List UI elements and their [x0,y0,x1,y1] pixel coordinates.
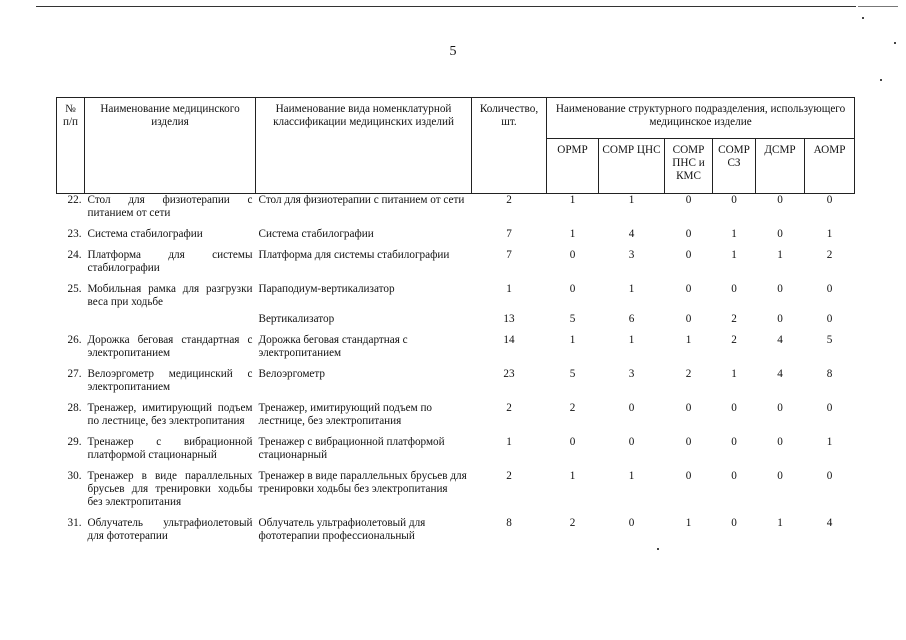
unit-count: 0 [569,249,576,261]
scan-speck [862,17,864,19]
classification-name: Вертикализатор [258,313,335,325]
unit-count: 1 [777,517,783,529]
quantity: 2 [506,402,512,414]
header-unit: ОРМР [547,139,599,194]
header-unit: СОМР СЗ [713,139,756,194]
unit-count: 0 [777,313,783,325]
unit-count: 2 [569,402,576,414]
unit-count: 2 [685,368,692,380]
unit-count: 3 [628,249,635,261]
unit-count: 6 [628,313,635,325]
row-number: 27. [67,368,82,380]
classification-name: Дорожка беговая стандартная с электропитанием [258,334,408,359]
row-number: 22. [67,194,82,206]
device-name: Платформа для системы стабилографии [87,249,253,274]
quantity: 1 [506,436,512,448]
unit-count: 1 [731,249,737,261]
unit-count: 0 [685,470,692,482]
classification-name: Облучатель ультрафиолетовый для фототерапии профессиональный [258,517,426,542]
unit-count: 0 [628,402,635,414]
unit-count: 1 [685,334,692,346]
device-name [85,313,256,334]
unit-count: 0 [731,194,737,206]
unit-count: 0 [685,402,692,414]
unit-count: 0 [628,517,635,529]
table-row [57,470,855,517]
unit-count: 4 [628,228,635,240]
classification-name: Тренажер, имитирующий подъем по лестнице, без электропитания [258,402,433,427]
unit-count: 1 [731,228,737,240]
device-name: Облучатель ультрафиолетовый для фототерапии [87,517,253,542]
unit-count: 0 [826,402,833,414]
unit-count: 1 [569,334,576,346]
unit-count: 5 [569,368,576,380]
unit-count: 2 [731,334,737,346]
unit-count: 0 [826,313,833,325]
unit-count: 1 [777,249,783,261]
quantity: 2 [506,470,512,482]
unit-count: 5 [826,334,833,346]
unit-count: 1 [628,283,635,295]
header-device-name: Наименование медицинского изделия [85,98,256,194]
row-number: 28. [67,402,82,414]
header-quantity: Количество, шт. [472,98,547,194]
table-row [57,334,855,368]
unit-count: 0 [777,194,783,206]
header-unit: АОМР [805,139,855,194]
header-unit: СОМР ЦНС [599,139,665,194]
table-row [57,436,855,470]
unit-count: 5 [569,313,576,325]
unit-count: 4 [777,334,783,346]
unit-count: 3 [628,368,635,380]
table-row [57,283,855,313]
header-units-group: Наименование структурного подразделения, использующего медицинское изделие [547,98,855,139]
unit-count: 0 [731,402,737,414]
device-name: Велоэргометр медицинский с электропитанием [87,368,253,393]
row-number: 30. [67,470,82,482]
top-rule [36,6,856,7]
unit-count: 0 [685,313,692,325]
unit-count: 0 [731,517,737,529]
unit-count: 0 [685,436,692,448]
classification-name: Система стабилографии [258,228,374,240]
unit-count: 0 [826,283,833,295]
unit-count: 0 [685,283,692,295]
device-name: Тренажер в виде параллельных брусьев для тренировки ходьбы без электропитания [87,470,253,508]
quantity: 13 [503,313,515,325]
unit-count: 1 [569,228,576,240]
unit-count: 1 [628,470,635,482]
unit-count: 0 [685,228,692,240]
unit-count: 0 [685,249,692,261]
header-unit: СОМР ПНС и КМС [665,139,713,194]
row-number: 24. [67,249,82,261]
unit-count: 1 [826,436,833,448]
unit-count: 1 [826,228,833,240]
unit-count: 1 [569,470,576,482]
device-name: Мобильная рамка для разгрузки веса при ходьбе [87,283,253,308]
table-row [57,194,855,229]
unit-count: 0 [628,436,635,448]
unit-count: 0 [777,228,783,240]
unit-count: 2 [731,313,737,325]
table-row [57,228,855,249]
header-classification: Наименование вида номенклатурной классификации медицинских изделий [256,98,472,194]
unit-count: 1 [569,194,576,206]
classification-name: Платформа для системы стабилографии [258,249,450,261]
unit-count: 0 [731,470,737,482]
top-rule-right [858,6,898,7]
unit-count: 2 [569,517,576,529]
quantity: 7 [506,228,512,240]
row-number: 31. [67,517,82,529]
classification-name: Стол для физиотерапии с питанием от сети [258,194,465,206]
quantity: 7 [506,249,512,261]
table-row [57,249,855,283]
equipment-table [56,97,855,543]
unit-count: 0 [777,283,783,295]
unit-count: 0 [731,283,737,295]
unit-count: 8 [826,368,833,380]
header-num: № п/п [57,98,85,194]
table-row [57,517,855,543]
row-number [57,313,85,334]
classification-name: Велоэргометр [258,368,325,380]
table-row [57,368,855,402]
row-number: 25. [67,283,82,295]
unit-count: 0 [777,436,783,448]
unit-count: 1 [685,517,692,529]
unit-count: 0 [731,436,737,448]
unit-count: 0 [826,470,833,482]
table-body [57,194,855,544]
row-number: 26. [67,334,82,346]
header-row [57,98,855,139]
table-row [57,402,855,436]
device-name: Стол для физиотерапии с питанием от сети [87,194,253,219]
scan-speck [880,79,882,81]
unit-count: 0 [777,402,783,414]
unit-count: 1 [628,334,635,346]
scan-speck [657,548,659,550]
page-number: 5 [449,44,457,59]
unit-count: 1 [628,194,635,206]
device-name: Тренажер с вибрационной платформой стационарный [87,436,253,461]
quantity: 23 [503,368,515,380]
row-number: 23. [67,228,82,240]
header-unit: ДСМР [756,139,805,194]
table-row [57,313,855,334]
classification-name: Параподиум-вертикализатор [258,283,395,295]
unit-count: 4 [777,368,783,380]
unit-count: 0 [826,194,833,206]
row-number: 29. [67,436,82,448]
classification-name: Тренажер в виде параллельных брусьев для тренировки ходьбы без электропитания [258,470,467,495]
quantity: 8 [506,517,512,529]
unit-count: 0 [777,470,783,482]
unit-count: 0 [685,194,692,206]
unit-count: 2 [826,249,833,261]
device-name: Система стабилографии [87,228,203,240]
unit-count: 0 [569,436,576,448]
unit-count: 1 [731,368,737,380]
quantity: 14 [503,334,515,346]
device-name: Тренажер, имитирующий подъем по лестнице, без электропитания [87,402,253,427]
device-name: Дорожка беговая стандартная с электропитанием [87,334,253,359]
unit-count: 0 [569,283,576,295]
quantity: 1 [506,283,512,295]
classification-name: Тренажер с вибрационной платформой стационарный [258,436,445,461]
unit-count: 4 [826,517,833,529]
quantity: 2 [506,194,512,206]
